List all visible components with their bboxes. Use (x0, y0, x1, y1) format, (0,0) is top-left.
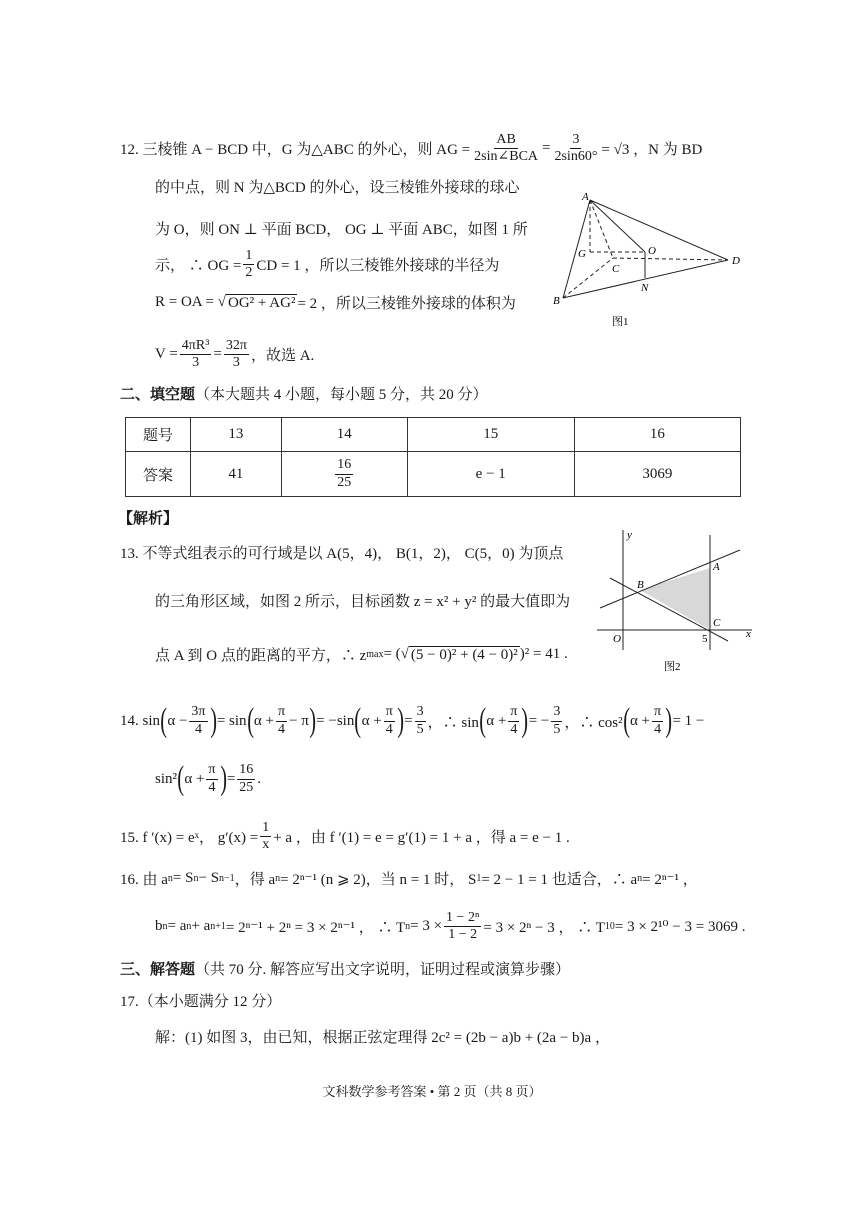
table-cell: 15 (407, 418, 574, 452)
denominator: 4 (385, 721, 393, 737)
figure-label: A (713, 561, 720, 573)
big-parenthesis: ) (309, 702, 316, 739)
figure-label: 5 (702, 633, 708, 645)
text-run: α + (629, 712, 651, 729)
text-run: = 2 ，所以三棱锥外接球的体积为 (297, 296, 516, 312)
big-parenthesis: ( (622, 702, 630, 739)
text-run: = (213, 346, 222, 363)
subscript: n (193, 873, 199, 884)
text-run: . (257, 770, 262, 787)
denominator: 4 (194, 721, 202, 737)
numerator: π (206, 762, 217, 779)
numerator: 3 (551, 704, 562, 721)
figure-label: C (612, 263, 620, 275)
text-run: α + (361, 712, 382, 729)
table-cell: 3069 (574, 452, 740, 497)
numerator: 32π (224, 338, 249, 355)
figure-label: G (578, 248, 586, 260)
text-run: 解：(1) 如图 3，由已知，根据正弦定理得 2c² = (2b − a)b + (2a − b)a ， (155, 1030, 610, 1046)
text-run: α + (184, 770, 205, 787)
numerator: 3π (189, 704, 207, 721)
figure-2-feasible-region (597, 530, 752, 650)
figure-label: A (582, 191, 589, 203)
table-cell: e − 1 (407, 452, 574, 497)
big-parenthesis: ) (397, 702, 404, 739)
text-run: = √3 ，N 为 BD (601, 142, 703, 159)
text-run: = 2ⁿ⁻¹ (n ⩾ 2)，当 n = 1 时， S (280, 872, 477, 888)
fraction: $\frac{16}{25}$ (337, 457, 352, 490)
numerator: 1 (260, 820, 271, 837)
text-run: 点 A 到 O 点的距离的平方，∴ z (155, 648, 367, 664)
text-run: = 3 × 2ⁿ − 3 ， ∴ T (483, 920, 605, 937)
denominator: 5 (553, 721, 561, 737)
figure-label: O (613, 633, 621, 645)
text-run: + a ，由 f ′(1) = e = g′(1) = 1 + a ，得 a = e − 1 . (273, 830, 570, 847)
text-run: = 2ⁿ⁻¹ ， (642, 872, 698, 888)
text-run: − π (289, 712, 309, 729)
numerator: 3 (570, 132, 581, 149)
numerator: π (652, 704, 663, 721)
denominator: 4 (208, 779, 216, 795)
text-run: = (542, 140, 551, 157)
subscript: n (637, 873, 643, 884)
subscript: n (405, 921, 411, 933)
subscript: 10 (604, 921, 615, 933)
text-run: = − (528, 712, 550, 729)
table-cell: 41 (191, 452, 282, 497)
figure-label: B (553, 295, 560, 307)
numerator: π (276, 704, 287, 721)
table-cell: 14 (281, 418, 407, 452)
text-run: 14. sin (120, 712, 161, 729)
table-cell: 13 (191, 418, 282, 452)
text-run: + a (191, 918, 211, 935)
big-parenthesis: ) (521, 702, 529, 739)
text-run: 16. 由 a (120, 872, 168, 888)
figure-label: x (746, 628, 751, 640)
denominator: 4 (654, 721, 662, 737)
text-run: ，故选 A. (250, 348, 315, 365)
big-parenthesis: ) (665, 702, 673, 739)
text-run: 示， ∴ OG = (155, 258, 242, 275)
text-run: = a (167, 918, 187, 935)
numerator: 1 − 2ⁿ (444, 910, 481, 927)
text-run: = 2ⁿ⁻¹ + 2ⁿ = 3 × 2ⁿ⁻¹ ， ∴ T (225, 920, 406, 937)
text-run: = S (172, 870, 194, 886)
big-parenthesis: ( (479, 702, 486, 739)
numerator: π (508, 704, 519, 721)
numerator: 16 (237, 762, 255, 779)
radicand: OG² + AG² (228, 294, 296, 311)
big-parenthesis: ( (160, 702, 168, 739)
big-parenthesis: ) (209, 702, 217, 739)
text-run: 12. 三棱锥 A − BCD 中，G 为△ABC 的外心，则 AG = (120, 142, 471, 159)
text-run: 为 O，则 ON ⊥ 平面 BCD， OG ⊥ 平面 ABC，如图 1 所 (155, 222, 528, 238)
text-run: − S (198, 870, 220, 886)
page-footer: 文科数学参考答案 • 第 2 页（共 8 页） (322, 1084, 542, 1099)
numerator: 4πR³ (180, 338, 212, 355)
section-title: 二、填空题 (120, 387, 196, 403)
text-run: R = OA = √ (155, 294, 226, 310)
denominator: 1 − 2 (448, 927, 478, 943)
denominator: 3 (232, 355, 240, 371)
big-parenthesis: ( (354, 702, 362, 739)
text-run: = −sin (316, 712, 355, 729)
denominator: 4 (277, 721, 285, 737)
numerator: AB (494, 132, 517, 149)
subscript: 1 (476, 873, 482, 884)
subscript: max (366, 649, 384, 660)
table-cell: 题号 (126, 418, 191, 452)
text-run: = (404, 712, 413, 729)
figure-label: O (648, 245, 656, 257)
text-run: = sin (216, 712, 247, 729)
text-run: = 3 × 2¹⁰ − 3 = 3069 . (614, 919, 746, 936)
big-parenthesis: ) (219, 760, 227, 797)
denominator: 2 (245, 265, 253, 281)
table-cell: 答案 (126, 452, 191, 497)
big-parenthesis: ( (177, 760, 185, 797)
text-run: = (226, 770, 236, 787)
subscript: n (167, 873, 173, 884)
subscript: n+1 (210, 921, 226, 933)
denominator: 2sin∠BCA (474, 149, 539, 165)
big-parenthesis: ( (246, 702, 254, 739)
text-run: 的中点，则 N 为△BCD 的外心，设三棱锥外接球的球心 (155, 180, 520, 196)
table-cell: 16 (574, 418, 740, 452)
text-run: V = (155, 346, 178, 363)
text-run: )² = 41 . (519, 646, 568, 662)
figure-label: B (637, 579, 644, 591)
figure-caption: 图2 (664, 661, 681, 673)
text-run: α + (253, 712, 274, 729)
analysis-heading: 【解析】 (118, 511, 179, 527)
text-run: 13. 不等式组表示的可行域是以 A(5，4)， B(1，2)， C(5，0) 为顶点 (120, 546, 564, 562)
text-run: CD = 1 ，所以三棱锥外接球的半径为 (256, 258, 500, 275)
text-run: ，得 a (234, 872, 276, 888)
text-run: = 3 × (410, 918, 443, 935)
numerator: 3 (415, 704, 426, 721)
section-note: （本大题共 4 小题，每小题 5 分，共 20 分） (195, 387, 488, 403)
denominator: x (262, 837, 270, 853)
text-run: α − (167, 712, 188, 729)
text-run: 的三角形区域，如图 2 所示，目标函数 z = x² + y² 的最大值即为 (155, 594, 571, 610)
section-title: 三、解答题 (120, 962, 196, 978)
figure-label: C (713, 617, 721, 629)
text-run: sin² (155, 770, 178, 787)
text-run: = 2 − 1 = 1 也适合，∴ a (481, 872, 638, 888)
denominator: 3 (192, 355, 200, 371)
subscript: n (186, 921, 192, 933)
figure-label: y (627, 529, 632, 541)
subscript: n (275, 873, 281, 884)
subscript: n (162, 921, 168, 933)
section-note: （共 70 分. 解答应写出文字说明，证明过程或演算步骤） (195, 962, 571, 978)
figure-caption: 图1 (612, 316, 629, 328)
text-run: = (√ (383, 646, 409, 662)
denominator: 4 (510, 721, 518, 737)
denominator: 25 (239, 779, 254, 795)
text-run: ，∴ cos² (564, 714, 623, 731)
text-run: α + (486, 712, 507, 729)
figure-label: D (732, 255, 740, 267)
text-run: b (155, 918, 163, 935)
denominator: 2sin60° (554, 149, 598, 165)
subscript: n−1 (219, 873, 235, 884)
text-run: = 1 − (672, 712, 705, 729)
numerator: π (384, 704, 395, 721)
text-run: ，∴ sin (427, 714, 479, 731)
figure-label: N (641, 282, 649, 294)
denominator: 5 (416, 721, 424, 737)
question-17-title: 17.（本小题满分 12 分） (120, 994, 282, 1010)
text-run: 15. f ′(x) = eˣ， g′(x) = (120, 830, 259, 847)
numerator: 1 (243, 248, 254, 265)
radicand: (5 − 0)² + (4 − 0)² (410, 646, 518, 663)
